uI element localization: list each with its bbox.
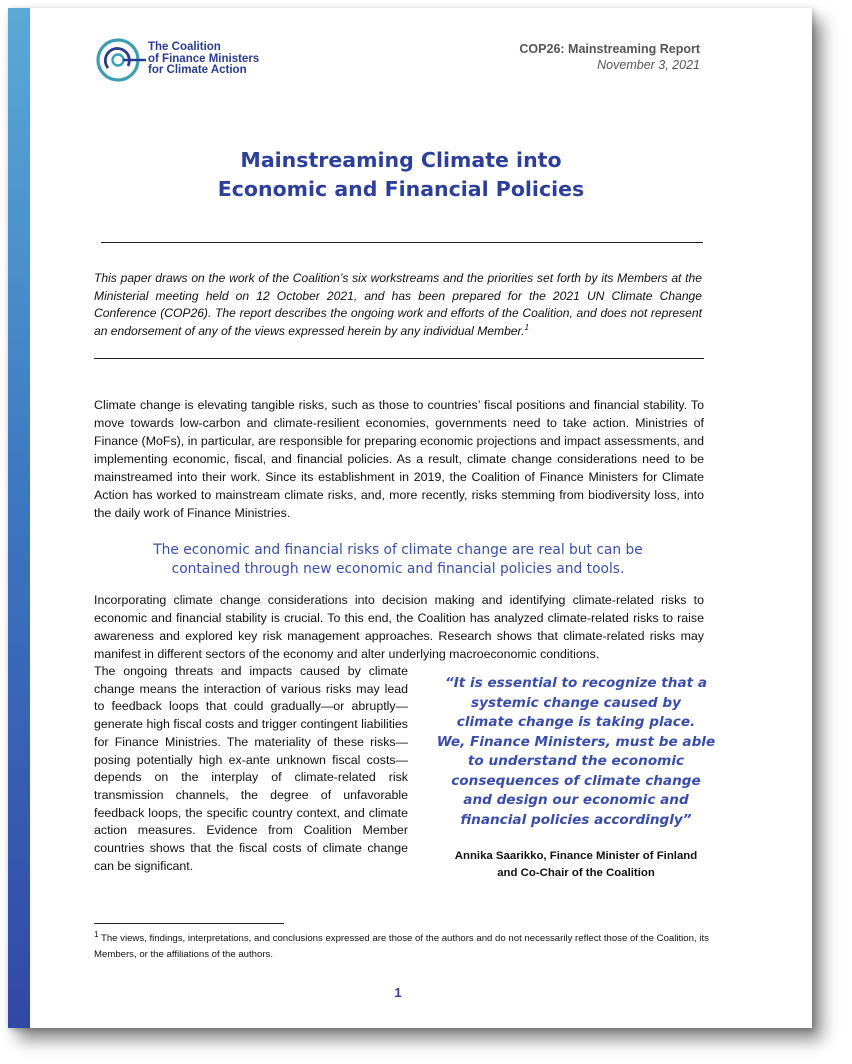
divider [101, 242, 703, 243]
quote-attribution [432, 848, 720, 882]
quote-line: climate change is taking place. [456, 714, 696, 730]
footnote-mark: 1 [94, 929, 99, 939]
key-message [94, 541, 702, 579]
title-line: Mainstreaming Climate into [240, 148, 562, 172]
quote-line: “It is essential to recognize that a [444, 675, 708, 691]
intro-paragraph: Climate change is elevating tangible risks, such as those to countries’ fiscal positions and financial stability. To move towards low-carbon and climate-resilient economies, governments need to take action. Ministries of Finance (MoFs), in particular, are responsible for preparing economic projections and impact assessments, and implementing economic, fiscal, and financial policies. As a result, climate change considerations need to be mainstreamed into their work. Since its establishment in 2019, the Coalition of Finance Ministers for Climate Action has worked to mainstream climate risks, and, more recently, risks stemming from biodiversity loss, into the daily work of Finance Ministries. [94, 398, 704, 520]
quote-line: financial policies accordingly” [460, 811, 692, 828]
footnote [94, 931, 714, 963]
report-date: November 3, 2021 [597, 58, 700, 72]
side-accent-bar [8, 8, 30, 1028]
document-page [8, 8, 812, 1028]
quote-line: consequences of climate change [451, 772, 701, 789]
document-title [88, 146, 714, 204]
abstract [94, 270, 702, 340]
quote-line: and design our economic and [463, 792, 689, 808]
logo-text [148, 42, 259, 77]
coalition-logo-icon [94, 32, 148, 88]
abstract-text: This paper draws on the work of the Coalition’s six workstreams and the priorities set forth by its Members at the Ministerial meeting held on 12 October 2021, and has been prepared for the 2021 UN Climate Change Conference (COP26). The report describes the ongoing work and efforts of the Coalition, and does not represent an endorsement of any of the views expressed herein by any individual Member. [94, 271, 702, 338]
coalition-logo [94, 32, 294, 88]
pull-quote [432, 674, 720, 830]
body-paragraph-column: The ongoing threats and impacts caused by climate change means the interaction of various risks may lead to feedback loops that could gradually—or abruptly—generate high fiscal costs and trigger contingent liabilities for Finance Ministries. The materiality of these risks—posing potentially high ex-ante unknown fiscal costs—depends on the interplay of climate-related risk transmission channels, the degree of unfavorable feedback loops, the specific country context, and climate action measures. Evidence from Coalition Member countries shows that the fiscal costs of climate change can be significant. [94, 664, 408, 873]
attribution-line: Annika Saarikko, Finance Minister of Finland [454, 850, 698, 862]
report-title: COP26: Mainstreaming Report [519, 42, 700, 56]
quote-line: We, Finance Ministers, must be able [436, 733, 716, 750]
logo-line: of Finance Ministers [148, 52, 260, 65]
body-paragraph: Incorporating climate change considerations into decision making and identifying climate-related risks to economic and financial stability is crucial. To this end, the Coalition has analyzed climate-related risks to raise awareness and explored key risk management approaches. Research shows that climate-related risks may manifest in different sectors of the economy and alter underlying macroeconomic conditions. [94, 593, 704, 661]
footnote-divider [94, 923, 284, 924]
quote-line: to understand the economic [467, 753, 685, 769]
divider [94, 358, 704, 359]
logo-line: for Climate Action [148, 64, 247, 76]
key-message-line: The economic and financial risks of climate change are real but can be [153, 542, 643, 558]
attribution-line: and Co-Chair of the Coalition [497, 867, 655, 879]
key-message-line: contained through new economic and financial policies and tools. [171, 561, 625, 577]
page-number: 1 [394, 985, 402, 1000]
logo-line: The Coalition [148, 41, 221, 53]
title-line: Economic and Financial Policies [217, 177, 585, 201]
quote-line: systemic change caused by [471, 694, 681, 711]
report-header [519, 42, 700, 72]
footnote-reference[interactable]: 1 [524, 322, 529, 332]
footnote-text: The views, findings, interpretations, and conclusions expressed are those of the authors and do not necessarily reflect those of the Coalition, its Members, or the affiliations of the authors. [94, 933, 709, 960]
